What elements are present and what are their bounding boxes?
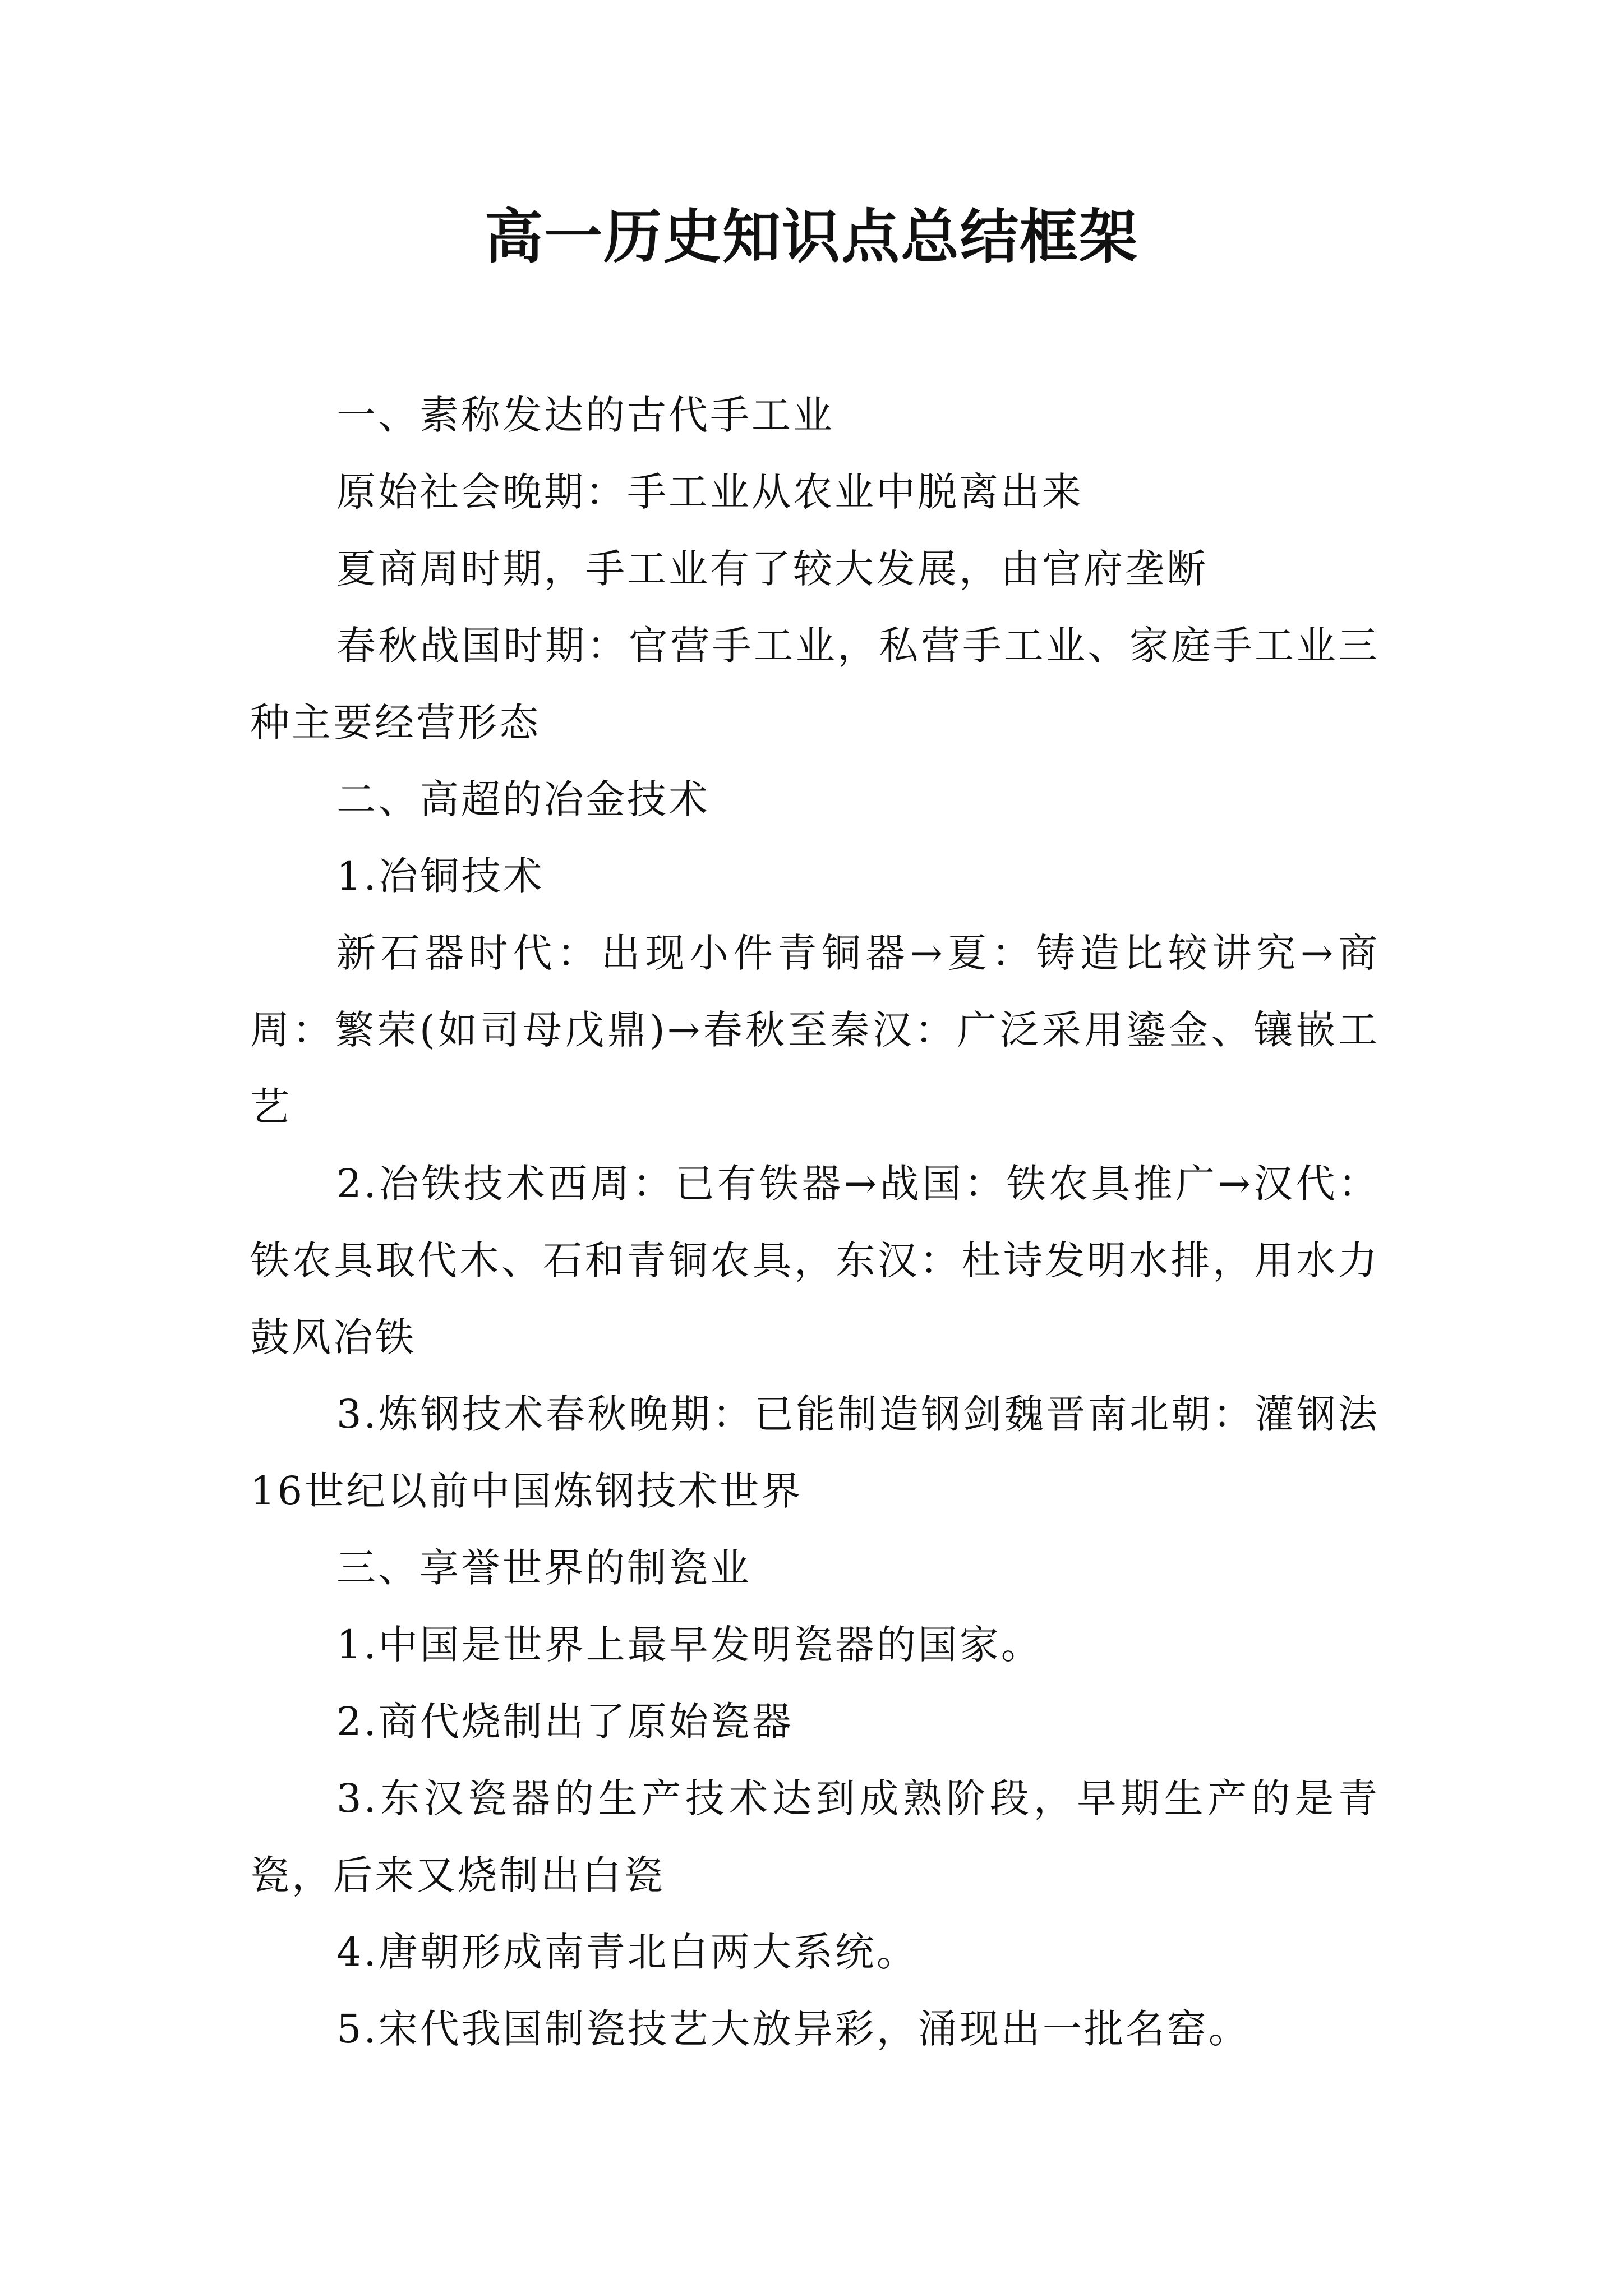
document-body	[250, 377, 1380, 2068]
list-item: 4.唐朝形成南青北白两大系统。	[336, 1929, 918, 1975]
document-title: 高一历史知识点总结框架	[484, 203, 1138, 271]
list-item: 3.炼钢技术春秋晚期：已能制造钢剑魏晋南北朝：灌钢法16世纪以前中国炼钢技术世界	[250, 1391, 1380, 1514]
heading-section-1: 一、素称发达的古代手工业	[336, 392, 834, 438]
paragraph: 春秋战国时期：官营手工业，私营手工业、家庭手工业三种主要经营形态	[250, 623, 1380, 746]
list-item: 2.商代烧制出了原始瓷器	[336, 1699, 794, 1745]
paragraph: 新石器时代：出现小件青铜器→夏：铸造比较讲究→商周：繁荣(如司母戊鼎)→春秋至秦汉：广泛采用鎏金、镶嵌工艺	[250, 930, 1380, 1130]
list-item: 5.宋代我国制瓷技艺大放异彩，涌现出一批名窑。	[336, 2006, 1250, 2052]
list-item: 1.冶铜技术	[336, 853, 545, 899]
paragraph: 夏商周时期，手工业有了较大发展，由官府垄断	[336, 546, 1208, 592]
heading-section-2: 二、高超的冶金技术	[336, 776, 710, 822]
list-item: 1.中国是世界上最早发明瓷器的国家。	[336, 1622, 1043, 1668]
list-item: 3.东汉瓷器的生产技术达到成熟阶段，早期生产的是青瓷，后来又烧制出白瓷	[250, 1775, 1380, 1898]
paragraph: 原始社会晚期：手工业从农业中脱离出来	[336, 469, 1083, 515]
heading-section-3: 三、享誉世界的制瓷业	[336, 1545, 751, 1591]
list-item: 2.冶铁技术西周：已有铁器→战国：铁农具推广→汉代：铁农具取代木、石和青铜农具，东汉：杜诗发明水排，用水力鼓风冶铁	[250, 1161, 1380, 1360]
